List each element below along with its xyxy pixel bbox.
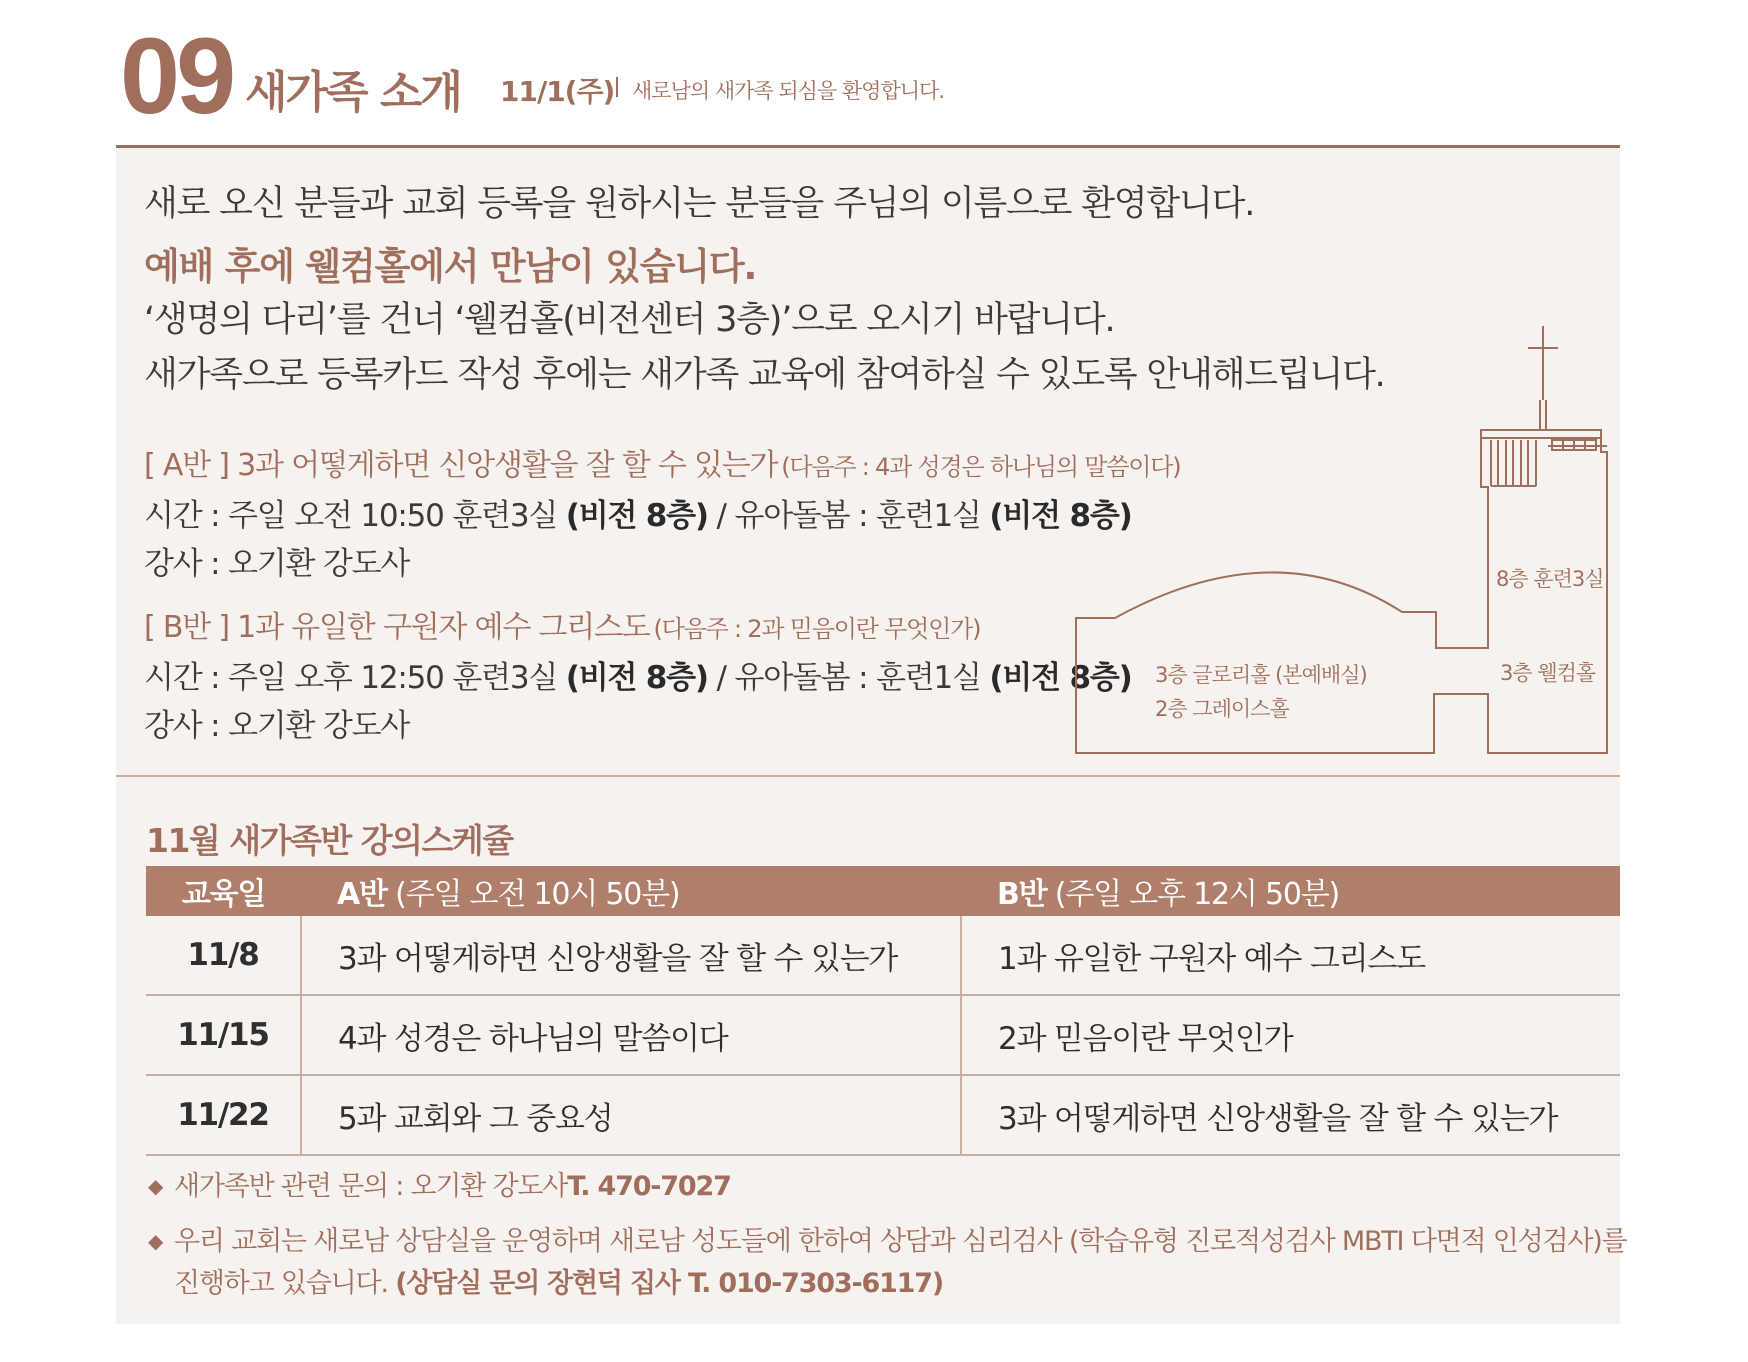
note-counseling: [148, 1220, 1626, 1305]
class-b-time-text: 시간 : 주일 오후 12:50 훈련3실: [144, 660, 558, 696]
intro-welcome: 새로 오신 분들과 교회 등록을 원하시는 분들을 주님의 이름으로 환영합니다.: [144, 184, 1255, 224]
label-2f-grace: 2층 그레이스홀: [1155, 697, 1289, 721]
label-3f-welcome: 3층 웰컴홀: [1500, 661, 1596, 685]
header-class-a-time: (주일 오전 10시 50분): [395, 877, 680, 912]
class-a-time-text: 시간 : 주일 오전 10:50 훈련3실: [144, 498, 558, 534]
class-a-time: [144, 490, 1132, 535]
row-class-a: 5과 교회와 그 중요성: [301, 1075, 961, 1155]
table-row: [146, 916, 1620, 995]
diamond-bullet-icon: ◆: [148, 1174, 163, 1198]
class-a-heading: [144, 440, 1180, 484]
row-class-b: 1과 유일한 구원자 예수 그리스도: [961, 916, 1620, 995]
middle-divider: [116, 775, 1620, 777]
section-subtitle: 새로남의 새가족 되심을 환영합니다.: [632, 79, 944, 103]
class-b-care-text: / 유아돌봄 : 훈련1실: [716, 660, 981, 696]
note-inquiry-text: 새가족반 관련 문의 : 오기환 강도사: [174, 1171, 568, 1202]
header-divider: [616, 77, 618, 97]
class-a-care-place: (비전 8층): [989, 498, 1132, 534]
diamond-bullet-icon: ◆: [148, 1229, 163, 1253]
label-3f-glory: 3층 글로리홀 (본예배실): [1155, 663, 1367, 687]
note-inquiry: [148, 1165, 731, 1208]
schedule-title: 11월 새가족반 강의스케쥴: [146, 821, 513, 860]
note-counseling-line1: 우리 교회는 새로남 상담실을 운영하며 새로남 성도들에 한하여 상담과 심리검사 (학습유형 진로적성검사 MBTI 다면적 인성검사)를: [174, 1226, 1627, 1257]
row-class-a: 3과 어떻게하면 신앙생활을 잘 할 수 있는가: [301, 916, 961, 995]
class-a-title: [ A반 ] 3과 어떻게하면 신앙생활을 잘 할 수 있는가: [144, 448, 778, 483]
class-b-time: [144, 652, 1132, 697]
note-inquiry-phone: T. 470-7027: [567, 1171, 731, 1202]
row-date: 11/22: [146, 1075, 301, 1155]
class-a-next: (다음주 : 4과 성경은 하나님의 말씀이다): [781, 453, 1181, 481]
row-class-b: 3과 어떻게하면 신앙생활을 잘 할 수 있는가: [961, 1075, 1620, 1155]
intro-meeting: 예배 후에 웰컴홀에서 만남이 있습니다.: [144, 245, 757, 288]
class-b-title: [ B반 ] 1과 유일한 구원자 예수 그리스도: [144, 610, 650, 645]
class-a-time-place: (비전 8층): [565, 498, 708, 534]
note-counseling-line2: [148, 1263, 1626, 1305]
class-b-instructor: 강사 : 오기환 강도사: [144, 708, 410, 744]
class-b-time-place: (비전 8층): [565, 660, 708, 696]
label-8f: 8층 훈련3실: [1496, 567, 1604, 591]
row-class-b: 2과 믿음이란 무엇인가: [961, 995, 1620, 1075]
schedule-table: [146, 866, 1620, 1156]
schedule-header-row: [146, 866, 1620, 916]
class-b-heading: [144, 602, 980, 646]
row-class-a: 4과 성경은 하나님의 말씀이다: [301, 995, 961, 1075]
note-counseling-contact: (상담실 문의 장현덕 집사 T. 010-7303-6117): [395, 1268, 943, 1299]
class-b-care-place: (비전 8층): [989, 660, 1132, 696]
section-title: 새가족 소개: [245, 67, 461, 118]
section-header: [120, 15, 1620, 136]
intro-directions: ‘생명의 다리’를 건너 ‘웰컴홀(비전센터 3층)’으로 오시기 바랍니다.: [144, 300, 1115, 340]
table-row: [146, 995, 1620, 1075]
header-class-b-time: (주일 오후 12시 50분): [1054, 877, 1340, 912]
class-b-next: (다음주 : 2과 믿음이란 무엇인가): [653, 615, 981, 643]
section-date: 11/1(주): [500, 75, 615, 108]
class-a-care-text: / 유아돌봄 : 훈련1실: [716, 498, 981, 534]
row-date: 11/8: [146, 916, 301, 995]
header-class-a: [301, 866, 961, 916]
table-row: [146, 1075, 1620, 1155]
class-a-instructor: 강사 : 오기환 강도사: [144, 546, 410, 582]
header-class-b-label: B반: [997, 877, 1047, 912]
header-class-a-label: A반: [337, 877, 387, 912]
header-rule: [116, 145, 1620, 148]
row-date: 11/15: [146, 995, 301, 1075]
intro-registration: 새가족으로 등록카드 작성 후에는 새가족 교육에 참여하실 수 있도록 안내해드립니다.: [144, 355, 1385, 395]
note-counseling-line2-text: 진행하고 있습니다.: [174, 1268, 388, 1299]
section-number: 09: [120, 15, 233, 136]
header-date: 교육일: [146, 866, 301, 916]
header-class-b: [961, 866, 1620, 916]
